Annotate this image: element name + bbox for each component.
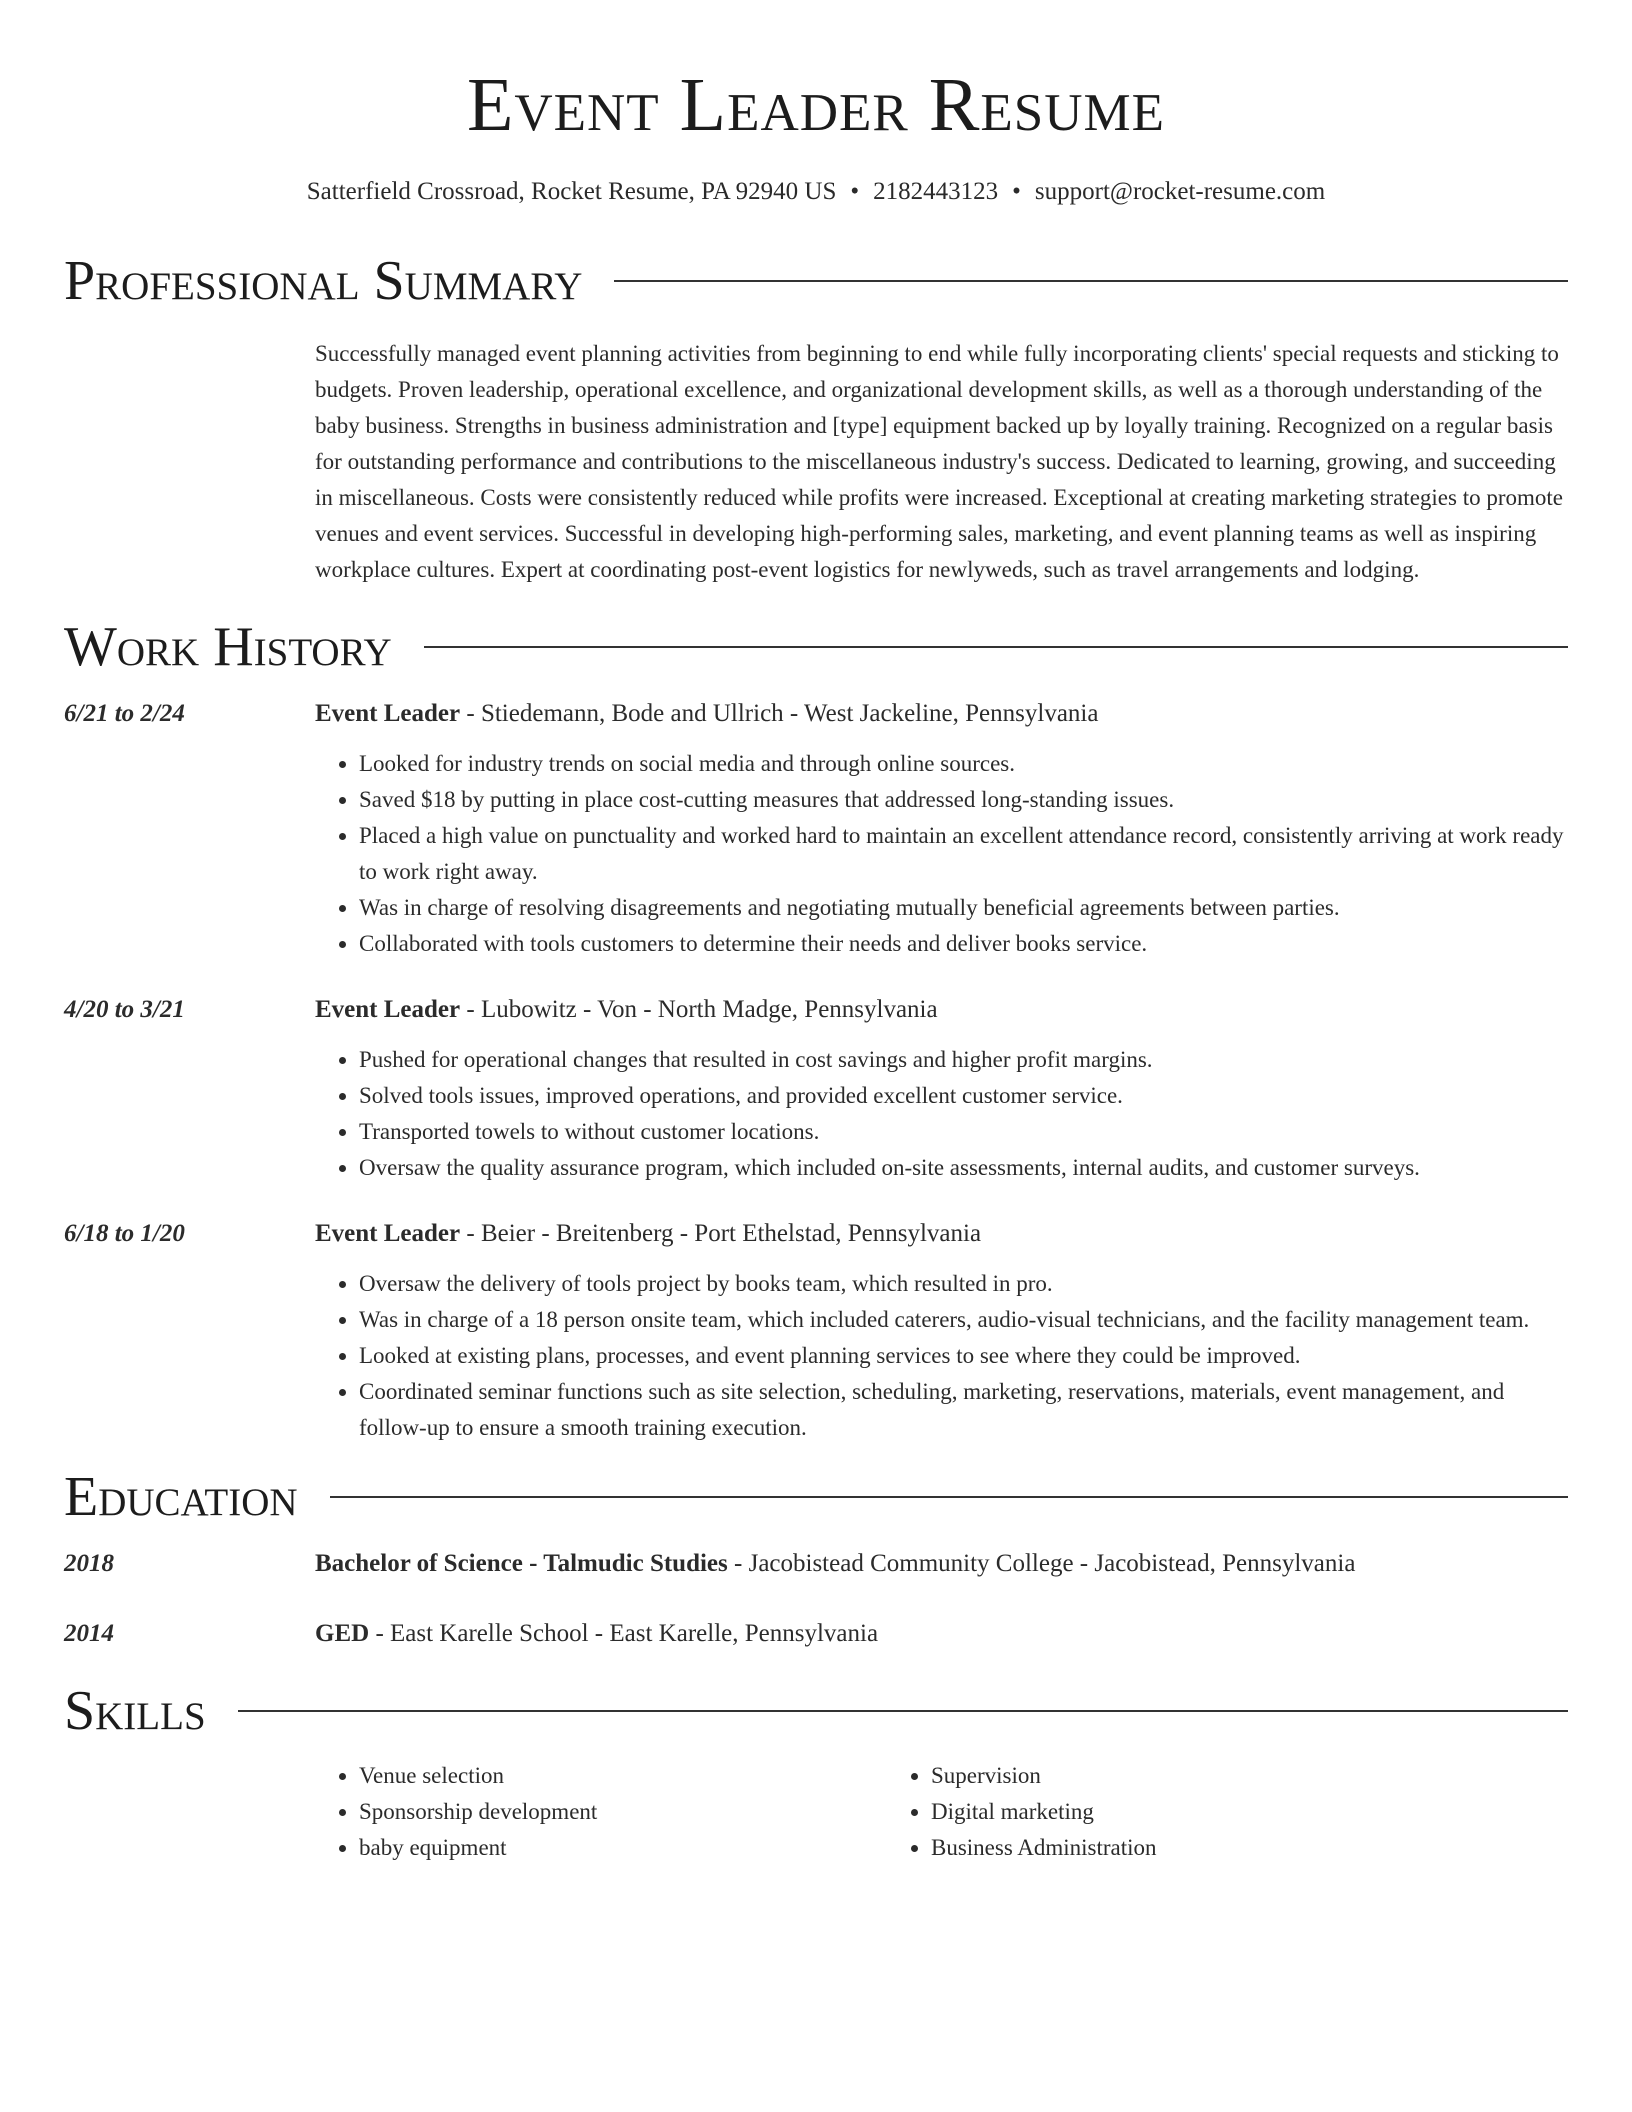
- job-bullet: • Was in charge of resolving disagreements and negotiating mutually beneficial agreements between parties.: [359, 890, 1568, 926]
- job-bullet: • Was in charge of a 18 person onsite team, which included caterers, audio-visual technicians, and the facility management team.: [359, 1302, 1568, 1338]
- section-divider: [424, 646, 1568, 648]
- skill-item: • Sponsorship development: [359, 1794, 887, 1830]
- education-year: 2014: [64, 1620, 114, 1647]
- education-degree: Bachelor of Science - Talmudic Studies: [315, 1550, 728, 1577]
- job-title: Event Leader: [315, 700, 461, 727]
- job-details: - Stiedemann, Bode and Ullrich - West Jackeline, Pennsylvania: [460, 700, 1099, 727]
- job-title: Event Leader: [315, 1220, 461, 1247]
- job-bullets: [315, 1266, 1568, 1446]
- contact-separator: •: [850, 178, 860, 205]
- education-degree: GED: [315, 1620, 370, 1647]
- job-dates: 6/21 to 2/24: [64, 700, 185, 727]
- skills-heading: Skills: [64, 1680, 206, 1742]
- job-bullet: • Looked for industry trends on social media and through online sources.: [359, 746, 1568, 782]
- skills-list: [315, 1758, 1568, 1866]
- summary-section-header: [64, 248, 1568, 314]
- job-entry: [64, 992, 1568, 1186]
- contact-address: Satterfield Crossroad, Rocket Resume, PA 92940 US: [306, 178, 837, 205]
- job-heading: [315, 1216, 981, 1252]
- job-bullet: • Oversaw the delivery of tools project by books team, which resulted in pro.: [359, 1266, 1568, 1302]
- contact-line: [64, 176, 1568, 208]
- job-bullets: [315, 746, 1568, 962]
- skill-item: • Business Administration: [931, 1830, 1461, 1866]
- job-bullet: • Oversaw the quality assurance program, which included on-site assessments, internal audits, and customer surveys.: [359, 1150, 1420, 1186]
- work-section-header: [64, 614, 1568, 680]
- job-bullet: • Solved tools issues, improved operations, and provided excellent customer service.: [359, 1078, 1420, 1114]
- education-details: - Jacobistead Community College - Jacobistead, Pennsylvania: [727, 1550, 1356, 1577]
- skills-column-right: [887, 1758, 1461, 1866]
- contact-separator: •: [1012, 178, 1021, 205]
- education-entry: [64, 1546, 1568, 1582]
- education-heading: Education: [64, 1466, 298, 1528]
- education-heading-line: [315, 1546, 1355, 1582]
- section-divider: [614, 280, 1568, 282]
- job-heading: [315, 696, 1098, 732]
- job-entry: [64, 1216, 1568, 1446]
- job-bullet: • Transported towels to without customer locations.: [359, 1114, 1420, 1150]
- skill-item: • Venue selection: [359, 1758, 887, 1794]
- job-bullet: • Placed a high value on punctuality and worked hard to maintain an excellent attendance record, consistently arriving at work ready to work right away.: [359, 818, 1568, 890]
- job-details: - Lubowitz - Von - North Madge, Pennsylvania: [460, 996, 938, 1023]
- job-details: - Beier - Breitenberg - Port Ethelstad, Pennsylvania: [460, 1220, 982, 1247]
- job-heading: [315, 992, 938, 1028]
- work-heading: Work History: [64, 616, 392, 678]
- summary-heading: Professional Summary: [64, 250, 583, 312]
- job-dates: 6/18 to 1/20: [64, 1220, 185, 1247]
- skill-item: • baby equipment: [359, 1830, 887, 1866]
- job-bullet: • Coordinated seminar functions such as site selection, scheduling, marketing, reservations, materials, event management, and follow-up to ensure a smooth training execution.: [359, 1374, 1568, 1446]
- skills-section-header: [64, 1678, 1568, 1744]
- section-divider: [330, 1496, 1568, 1498]
- education-entry: [64, 1616, 1568, 1652]
- summary-text: Successfully managed event planning activities from beginning to end while fully incorporating clients' special requests and sticking to budgets. Proven leadership, operational excellence, and organizational development skills, as well as a thorough understanding of the baby business. Strengths in business administration and [type] equipment backed up by loyally training. Recognized on a regular basis for outstanding performance and contributions to the miscellaneous industry's success. Dedicated to learning, growing, and succeeding in miscellaneous. Costs were consistently reduced while profits were increased. Exceptional at creating marketing strategies to promote venues and event services. Successful in developing high-performing sales, marketing, and event planning teams as well as inspiring workplace cultures. Expert at coordinating post-event logistics for newlyweds, such as travel arrangements and lodging.: [315, 341, 1563, 582]
- job-entry: [64, 696, 1568, 962]
- skill-item: • Supervision: [931, 1758, 1461, 1794]
- job-bullet: • Pushed for operational changes that resulted in cost savings and higher profit margins.: [359, 1042, 1420, 1078]
- job-title: Event Leader: [315, 996, 461, 1023]
- education-details: - East Karelle School - East Karelle, Pennsylvania: [369, 1620, 879, 1647]
- section-divider: [238, 1710, 1568, 1712]
- job-bullet: • Saved $18 by putting in place cost-cutting measures that addressed long-standing issues.: [359, 782, 1568, 818]
- education-section-header: [64, 1464, 1568, 1530]
- education-heading-line: [315, 1616, 878, 1652]
- job-bullets: [315, 1042, 1420, 1186]
- education-year: 2018: [64, 1550, 114, 1577]
- resume-title: Event Leader Resume: [466, 63, 1166, 147]
- contact-phone: 2182443123: [873, 178, 999, 205]
- job-bullet: • Collaborated with tools customers to determine their needs and deliver books service.: [359, 926, 1568, 962]
- contact-email: support@rocket-resume.com: [1034, 178, 1326, 205]
- skill-item: • Digital marketing: [931, 1794, 1461, 1830]
- job-dates: 4/20 to 3/21: [64, 996, 185, 1023]
- job-bullet: • Looked at existing plans, processes, and event planning services to see where they could be improved.: [359, 1338, 1568, 1374]
- skills-column-left: [315, 1758, 887, 1866]
